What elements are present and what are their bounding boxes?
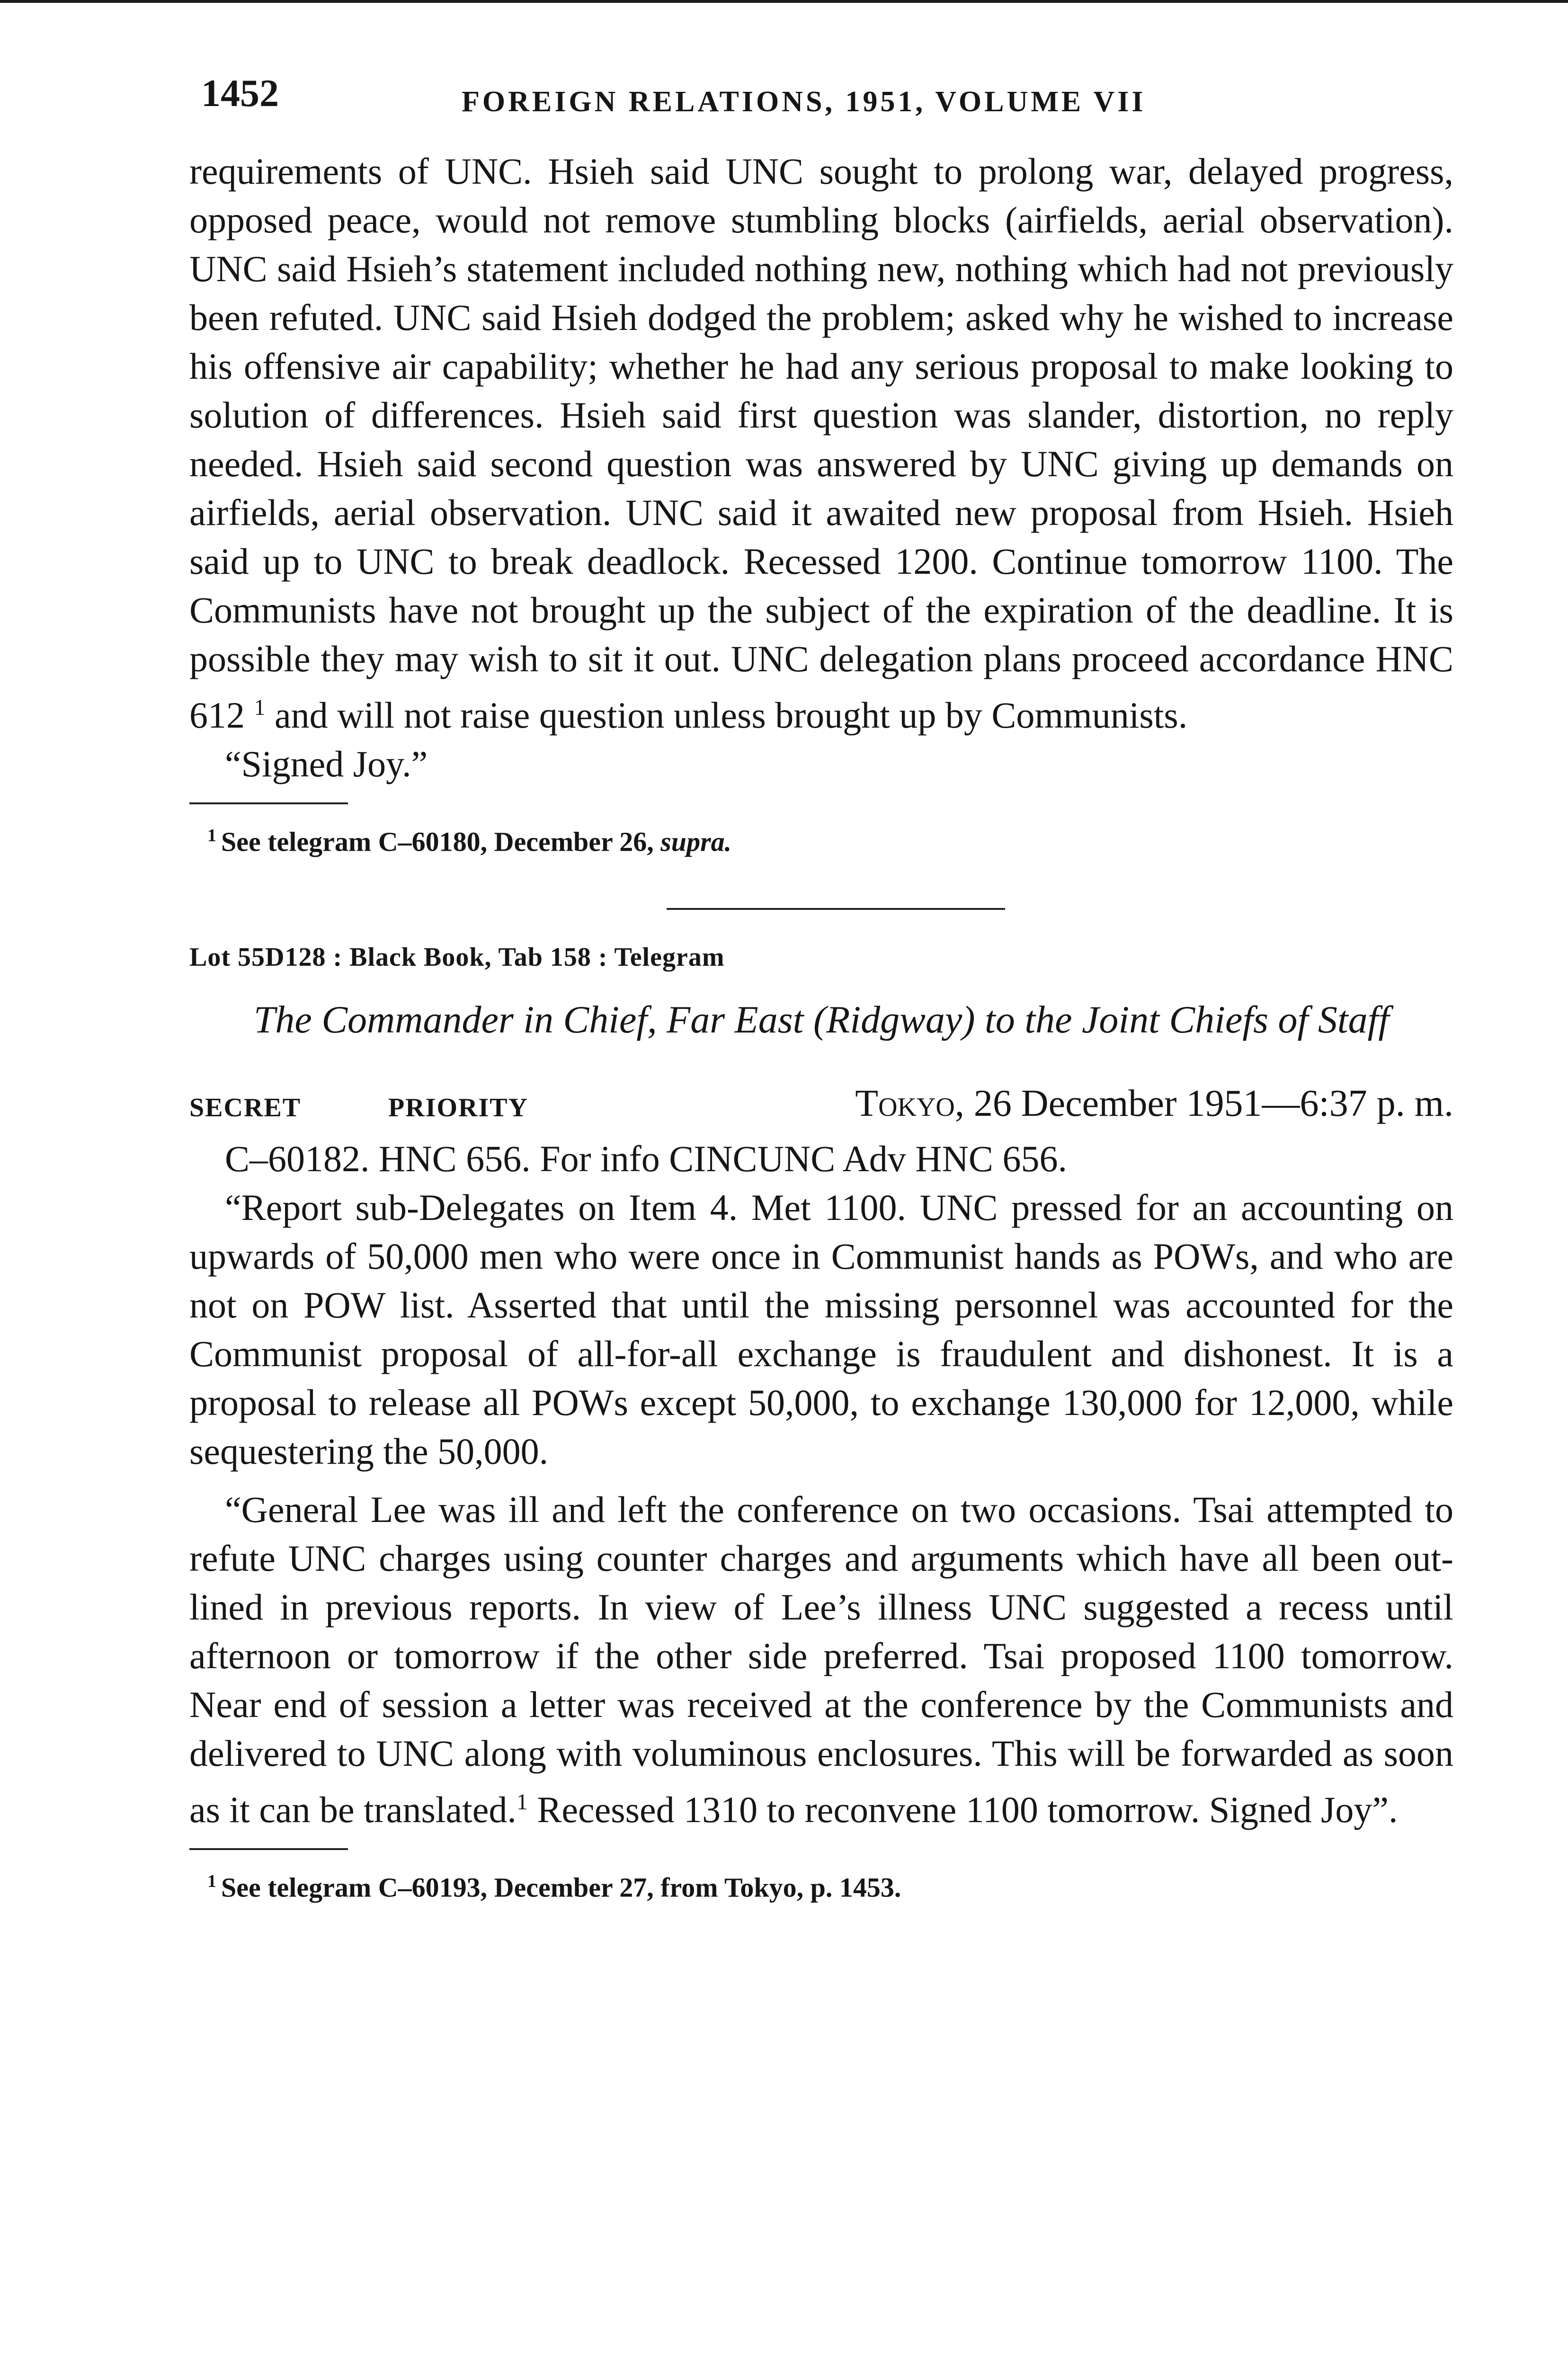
classification-label: SECRET [189,1093,302,1123]
footnote-mark: 1 [207,1871,216,1892]
running-title: FOREIGN RELATIONS, 1951, VOLUME VII [462,86,1146,118]
title-part2: to the Joint Chiefs of Staff [985,998,1390,1041]
title-part1: The Commander in Chief, Far East [253,998,804,1041]
page-number: 1452 [201,71,279,115]
telegram-paragraph-2 [189,1485,1453,1834]
dateline [189,1077,1453,1134]
continued-paragraph-end: and will not raise question unless brought up by Communists. [275,694,1188,736]
footnote-divider [189,802,348,804]
footnote-divider [189,1848,348,1850]
footnote-1 [189,817,1453,861]
top-border-line [0,0,1568,3]
telegram-paragraph-2-end: Recessed 1310 to reconvene 1100 tomorrow. Signed Joy”. [537,1789,1398,1831]
footnote-reference: 1 [516,1789,528,1815]
running-header [189,57,1453,128]
footnote-mark: 1 [207,826,216,845]
footnote-reference: 1 [254,695,266,720]
telegram-paragraph-2-text: “General Lee was ill and left the conference on two occasions. Tsai attempted to refute UNC charges using counter charges and arguments which have all been out-lined in previous reports. In view of Lee’s illness UNC suggested a recess until afternoon or tomorrow if the other side preferred. Tsai proposed 1100 tomorrow. Near end of session a letter was received at the conference by the Communists and delivered to UNC along with voluminous enclosures. This will be forwarded as soon as it can be translated. [189,1489,1453,1831]
document-title [189,995,1453,1044]
source-citation: Lot 55D128 : Black Book, Tab 158 : Telegram [189,943,725,972]
place: Tokyo, [855,1083,964,1125]
footnote-2 [189,1862,1453,1906]
title-paren: (Ridgway) [813,998,975,1041]
reference-line: C–60182. HNC 656. For info CINCUNC Adv HNC 656. [225,1138,1067,1180]
continued-paragraph [189,147,1453,739]
section-divider [667,908,1005,910]
date: 26 December 1951—6:37 p. m. [973,1083,1453,1125]
precedence-label: PRIORITY [388,1093,529,1123]
telegram-paragraph-1: “Report sub-Delegates on Item 4. Met 1100. UNC pressed for an accounting on upwards of 50,000 men who were once in Communist hands as POWs, and who are not on POW list. Asserted that until the missing personnel was accounted for the Communist proposal of all-for-all exchange is fraudulent and dishonest. It is a proposal to release all POWs except 50,000, to exchange 130,000 for 12,000, while sequestering the 50,000. [189,1187,1453,1472]
place-date [855,1082,1453,1125]
signature-line: “Signed Joy.” [225,743,428,784]
document-page [189,57,1453,1907]
footnote-text: See telegram C–60180, December 26, [221,826,654,857]
footnote-italic: supra. [660,826,732,857]
footnote-text: See telegram C–60193, December 27, from Tokyo, p. 1453. [221,1872,901,1903]
continued-paragraph-text: requirements of UNC. Hsieh said UNC sought to prolong war, delayed progress, opposed peace, would not remove stumbling blocks (airfields, aerial observation). UNC said Hsieh’s statement included nothing new, nothing which had not previously been refuted. UNC said Hsieh dodged the problem; asked why he wished to increase his offensive air capability; whether he had any serious proposal to make looking to solution of differences. Hsieh said first question was slander, distortion, no reply needed. Hsieh said second question was answered by UNC giving up demands on airfields, aerial observation. UNC said it awaited new proposal from Hsieh. Hsieh said up to UNC to break deadlock. Recessed 1200. Continue tomorrow 1100. The Communists have not brought up the subject of the expiration of the deadline. It is possible they may wish to sit it out. UNC delegation plans proceed accordance HNC 612 [189,151,1453,736]
